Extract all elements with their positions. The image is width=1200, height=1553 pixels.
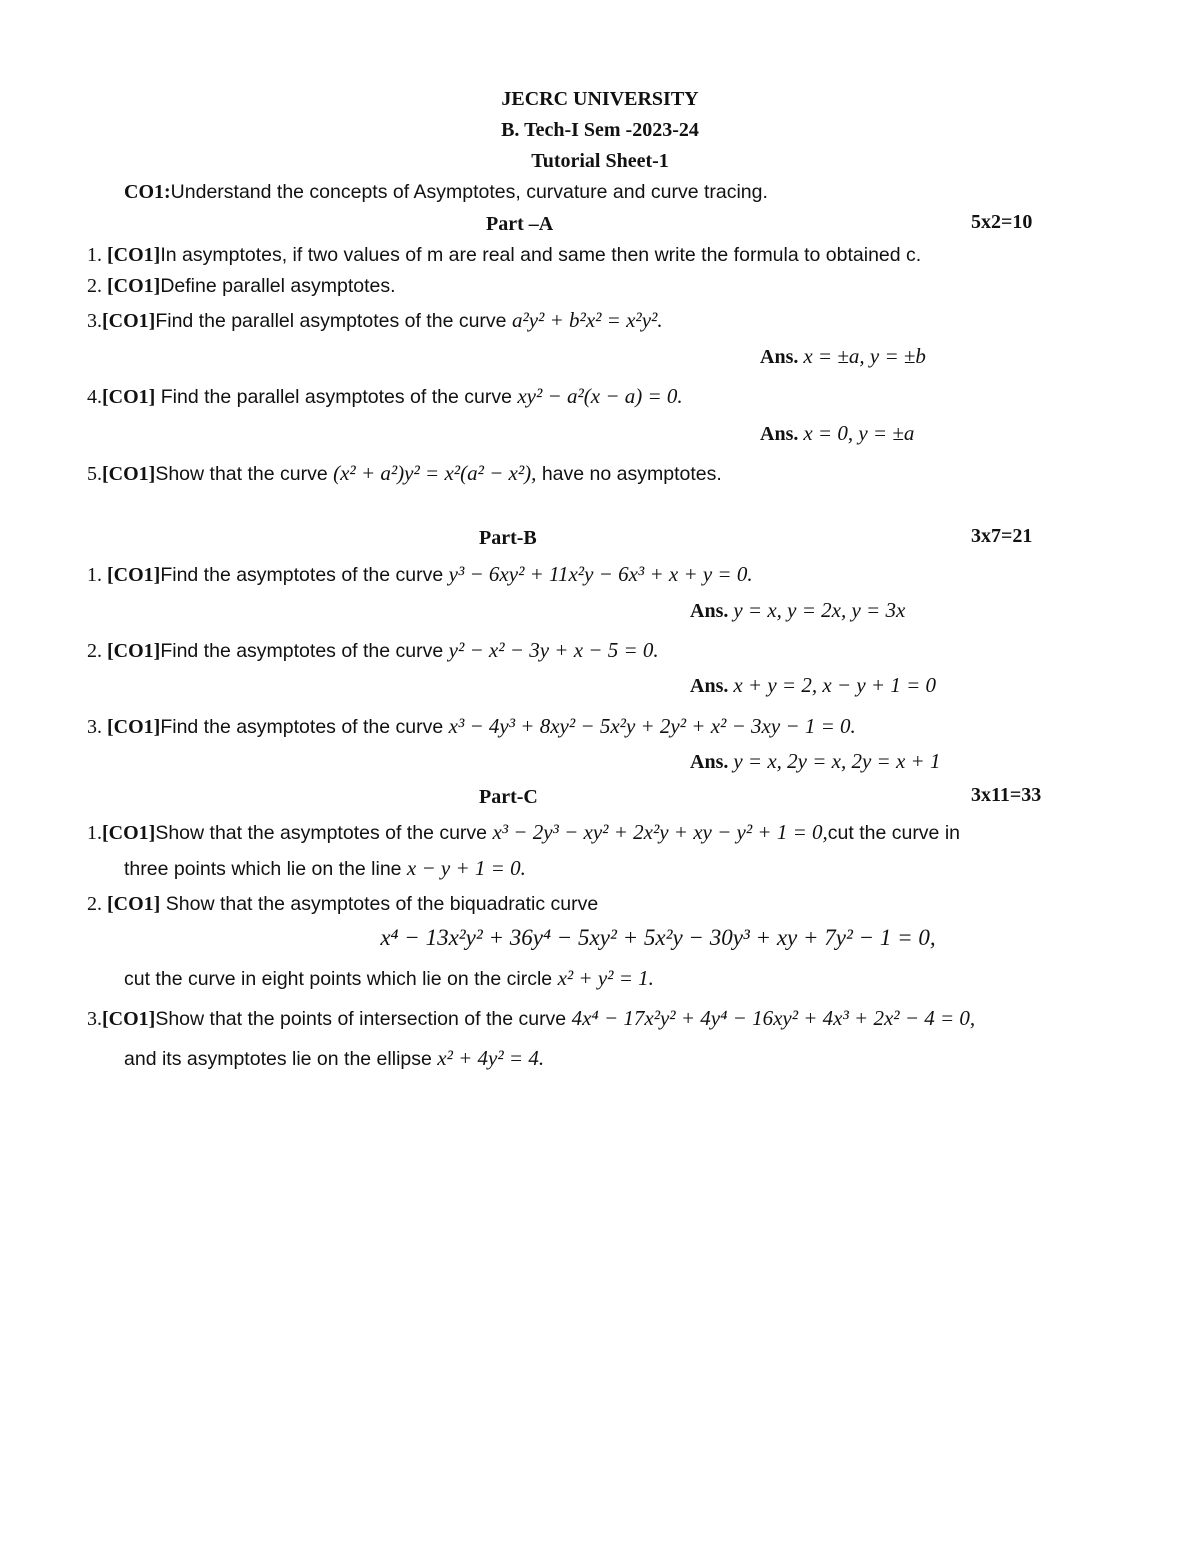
part-c-title: Part-C (479, 786, 538, 808)
part-c-question-1-continued: three points which lie on the line x − y + 1 = 0. (124, 856, 526, 880)
part-c-question-3: 3.[CO1]Show that the points of intersection of the curve 4x⁴ − 17x²y² + 4y⁴ − 16xy² + 4x³ + 2x² − 4 = 0, (87, 1006, 976, 1030)
part-a-question-1: 1. [CO1]In asymptotes, if two values of m are real and same then write the formula to obtained c. (87, 244, 922, 266)
part-a-answer-3: Ans. x = ±a, y = ±b (760, 344, 926, 368)
equation: x² + y² = 1. (557, 966, 654, 990)
biquadratic-equation: x⁴ − 13x²y² + 36y⁴ − 5xy² + 5x²y − 30y³ + xy + 7y² − 1 = 0, (380, 925, 936, 950)
university-title: JECRC UNIVERSITY (501, 88, 699, 110)
part-b-answer-1: Ans. y = x, y = 2x, y = 3x (690, 598, 906, 622)
part-b-answer-3: Ans. y = x, 2y = x, 2y = x + 1 (690, 749, 941, 773)
course-title: B. Tech-I Sem -2023-24 (501, 119, 699, 141)
part-a-question-4: 4.[CO1] Find the parallel asymptotes of the curve xy² − a²(x − a) = 0. (87, 384, 683, 408)
sheet-title: Tutorial Sheet-1 (531, 150, 669, 172)
course-objective (124, 179, 768, 205)
objective-text: Understand the concepts of Asymptotes, curvature and curve tracing. (170, 181, 768, 203)
equation: y³ − 6xy² + 11x²y − 6x³ + x + y = 0. (448, 562, 753, 586)
part-c-question-3-continued: and its asymptotes lie on the ellipse x² + 4y² = 4. (124, 1046, 545, 1070)
part-a-title: Part –A (486, 213, 554, 235)
part-b-answer-2: Ans. x + y = 2, x − y + 1 = 0 (690, 673, 936, 697)
part-c-question-2-continued: cut the curve in eight points which lie on the circle x² + y² = 1. (124, 966, 654, 990)
part-b-title: Part-B (479, 527, 537, 549)
part-a-answer-4: Ans. x = 0, y = ±a (760, 421, 915, 445)
equation: x³ − 2y³ − xy² + 2x²y + xy − y² + 1 = 0, (492, 820, 828, 844)
part-b-question-1: 1. [CO1]Find the asymptotes of the curve y³ − 6xy² + 11x²y − 6x³ + x + y = 0. (87, 562, 753, 586)
part-b-question-2: 2. [CO1]Find the asymptotes of the curve y² − x² − 3y + x − 5 = 0. (87, 638, 659, 662)
equation: x³ − 4y³ + 8xy² − 5x²y + 2y² + x² − 3xy − 1 = 0. (448, 714, 856, 738)
equation: 4x⁴ − 17x²y² + 4y⁴ − 16xy² + 4x³ + 2x² − 4 = 0, (571, 1006, 976, 1030)
equation: y² − x² − 3y + x − 5 = 0. (448, 638, 659, 662)
part-b-marks: 3x7=21 (971, 525, 1033, 547)
objective-code: CO1: (124, 181, 171, 203)
equation: (x² + a²)y² = x²(a² − x²), (333, 461, 537, 485)
part-c-question-2: 2. [CO1] Show that the asymptotes of the biquadratic curve (87, 893, 599, 915)
equation: xy² − a²(x − a) = 0. (517, 384, 683, 408)
equation: a²y² + b²x² = x²y². (511, 308, 663, 332)
part-a-question-2: 2. [CO1]Define parallel asymptotes. (87, 275, 396, 297)
part-b-question-3: 3. [CO1]Find the asymptotes of the curve x³ − 4y³ + 8xy² − 5x²y + 2y² + x² − 3xy − 1 = 0. (87, 714, 856, 738)
part-a-question-3: 3.[CO1]Find the parallel asymptotes of the curve a²y² + b²x² = x²y². (87, 308, 663, 332)
equation: x² + 4y² = 4. (437, 1046, 545, 1070)
part-c-marks: 3x11=33 (971, 784, 1042, 806)
part-a-question-5: 5.[CO1]Show that the curve (x² + a²)y² = x²(a² − x²), have no asymptotes. (87, 461, 722, 485)
part-c-question-1: 1.[CO1]Show that the asymptotes of the curve x³ − 2y³ − xy² + 2x²y + xy − y² + 1 = 0,cut the curve in (87, 820, 960, 844)
part-a-marks: 5x2=10 (971, 211, 1033, 233)
equation: x − y + 1 = 0. (406, 856, 526, 880)
